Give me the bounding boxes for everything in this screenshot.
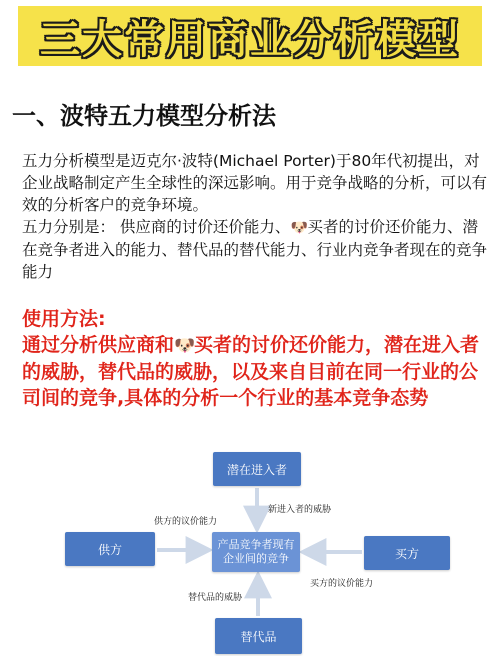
method-body-lead: 通过分析供应商和 [22,334,175,356]
intro-text [22,150,492,283]
box-industry-rivalry: 产品竞争者现有企业间的竞争 [212,532,300,572]
method-body [22,332,492,411]
method-section [22,306,492,411]
intro-forces-lead: 五力分别是： 供应商的讨价还价能力、 [22,218,291,236]
dog-face-icon: 🐶 [290,220,308,236]
box-buyers: 买方 [364,536,450,570]
box-suppliers: 供方 [65,532,155,566]
intro-forces-rest: 买者的讨价还价能力、潜在竞争者进入的能力、替代品的替代能力、行业内竞争者现在的竞争能力 [22,218,488,281]
label-supplier-power: 供方的议价能力 [154,517,218,527]
method-title: 使用方法: [22,308,106,330]
page-title: 三大常用商业分析模型 [40,16,460,63]
section-heading: 一、波特五力模型分析法 [12,102,276,130]
box-potential-entrants: 潜在进入者 [213,452,301,486]
label-entrant-threat: 新进入者的威胁 [268,505,332,515]
method-body-rest: 买者的讨价还价能力，潜在进入者的威胁，替代品的威胁，以及来自目前在同一行业的公司间的竞争,具体的分析一个行业的基本竞争态势 [22,334,480,409]
intro-paragraph-2 [22,216,492,283]
five-forces-diagram [0,440,500,656]
dog-face-icon: 🐶 [174,336,196,356]
intro-paragraph-1: 五力分析模型是迈克尔·波特(Michael Porter)于80年代初提出，对企业战略制定产生全球性的深远影响。用于竞争战略的分析，可以有效的分析客户的竞争环境。 [22,152,488,214]
label-buyer-power: 买方的议价能力 [310,579,374,589]
box-substitutes: 替代品 [215,618,302,654]
label-substitute-threat: 替代品的威胁 [188,593,243,603]
title-banner [18,6,482,66]
